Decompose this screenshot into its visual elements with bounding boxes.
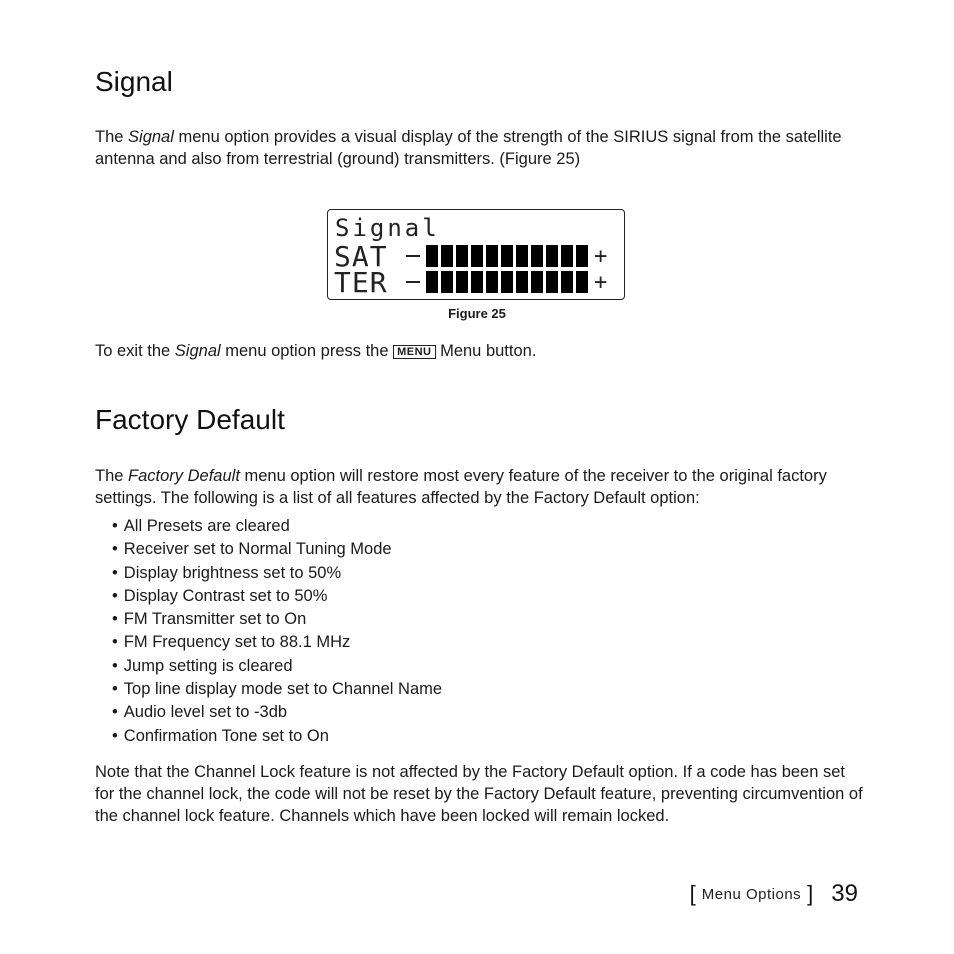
list-item: • Display brightness set to 50% bbox=[112, 562, 442, 585]
signal-level-bar bbox=[516, 271, 528, 293]
signal-level-bar bbox=[426, 245, 438, 267]
factory-default-heading: Factory Default bbox=[95, 404, 285, 435]
page-footer bbox=[690, 880, 858, 908]
list-item: • FM Transmitter set to On bbox=[112, 608, 442, 631]
signal-level-bar bbox=[546, 245, 558, 267]
exit-em: Signal bbox=[174, 342, 221, 360]
signal-level-bar bbox=[471, 271, 483, 293]
signal-level-bars bbox=[426, 245, 588, 267]
list-item: • Display Contrast set to 50% bbox=[112, 585, 442, 608]
signal-level-bar bbox=[561, 271, 573, 293]
signal-level-bar bbox=[441, 245, 453, 267]
minus-icon bbox=[406, 255, 420, 257]
signal-level-bar bbox=[441, 271, 453, 293]
factory-intro-post: menu option will restore most every feature of the receiver to the original factory settings. The following is a list of all features affected by the Factory Default option: bbox=[95, 467, 827, 507]
signal-level-bar bbox=[456, 245, 468, 267]
exit-mid: menu option press the bbox=[220, 342, 394, 360]
signal-level-bar bbox=[576, 271, 588, 293]
lcd-title: Signal bbox=[335, 214, 440, 242]
channel-lock-note: Note that the Channel Lock feature is not affected by the Factory Default option. If a code has been set for the channel lock, the code will not be reset by the Factory Default feature, preventing circumvention of the channel lock feature. Channels which have been locked will remain locked. bbox=[95, 763, 863, 825]
list-item: • FM Frequency set to 88.1 MHz bbox=[112, 631, 442, 654]
footer-close-bracket: ] bbox=[807, 881, 814, 906]
signal-level-bar bbox=[561, 245, 573, 267]
signal-intro-post: menu option provides a visual display of the strength of the SIRIUS signal from the satellite antenna and also from terrestrial (ground) transmitters. (Figure 25) bbox=[95, 128, 842, 168]
factory-intro bbox=[95, 465, 865, 509]
signal-level-bar bbox=[516, 245, 528, 267]
signal-level-bar bbox=[501, 245, 513, 267]
signal-heading: Signal bbox=[95, 66, 173, 97]
menu-key-icon: MENU bbox=[393, 345, 435, 359]
factory-intro-em: Factory Default bbox=[128, 467, 240, 485]
signal-level-bar bbox=[486, 245, 498, 267]
list-item: • Top line display mode set to Channel Name bbox=[112, 678, 442, 701]
figure-caption: Figure 25 bbox=[448, 306, 506, 321]
signal-level-bar bbox=[471, 245, 483, 267]
page-number: 39 bbox=[831, 880, 858, 907]
signal-level-bar bbox=[426, 271, 438, 293]
factory-intro-pre: The bbox=[95, 467, 129, 485]
signal-level-bar bbox=[486, 271, 498, 293]
plus-icon: + bbox=[594, 243, 608, 269]
lcd-row-ter bbox=[334, 265, 608, 299]
signal-intro-pre: The bbox=[95, 128, 129, 146]
signal-exit-instruction bbox=[95, 340, 865, 362]
list-item: • Audio level set to -3db bbox=[112, 701, 442, 724]
exit-post: Menu button. bbox=[435, 342, 537, 360]
footer-open-bracket: [ bbox=[689, 881, 696, 906]
lcd-row-label: TER bbox=[334, 265, 388, 299]
list-item: • Receiver set to Normal Tuning Mode bbox=[112, 538, 442, 561]
lcd-row-label: SAT bbox=[334, 239, 388, 273]
plus-icon: + bbox=[594, 269, 608, 295]
list-item: • Confirmation Tone set to On bbox=[112, 725, 442, 748]
minus-icon bbox=[406, 281, 420, 283]
signal-level-bar bbox=[531, 245, 543, 267]
signal-intro-em: Signal bbox=[128, 128, 174, 146]
signal-lcd-figure bbox=[327, 209, 625, 300]
signal-intro bbox=[95, 126, 865, 170]
signal-level-bar bbox=[501, 271, 513, 293]
signal-level-bar bbox=[531, 271, 543, 293]
signal-level-bars bbox=[426, 271, 588, 293]
signal-level-bar bbox=[576, 245, 588, 267]
list-item: • Jump setting is cleared bbox=[112, 655, 442, 678]
signal-level-bar bbox=[456, 271, 468, 293]
list-item: • All Presets are cleared bbox=[112, 515, 442, 538]
footer-section-name: Menu Options bbox=[701, 885, 802, 903]
factory-feature-list bbox=[112, 515, 442, 748]
exit-pre: To exit the bbox=[95, 342, 175, 360]
signal-level-bar bbox=[546, 271, 558, 293]
